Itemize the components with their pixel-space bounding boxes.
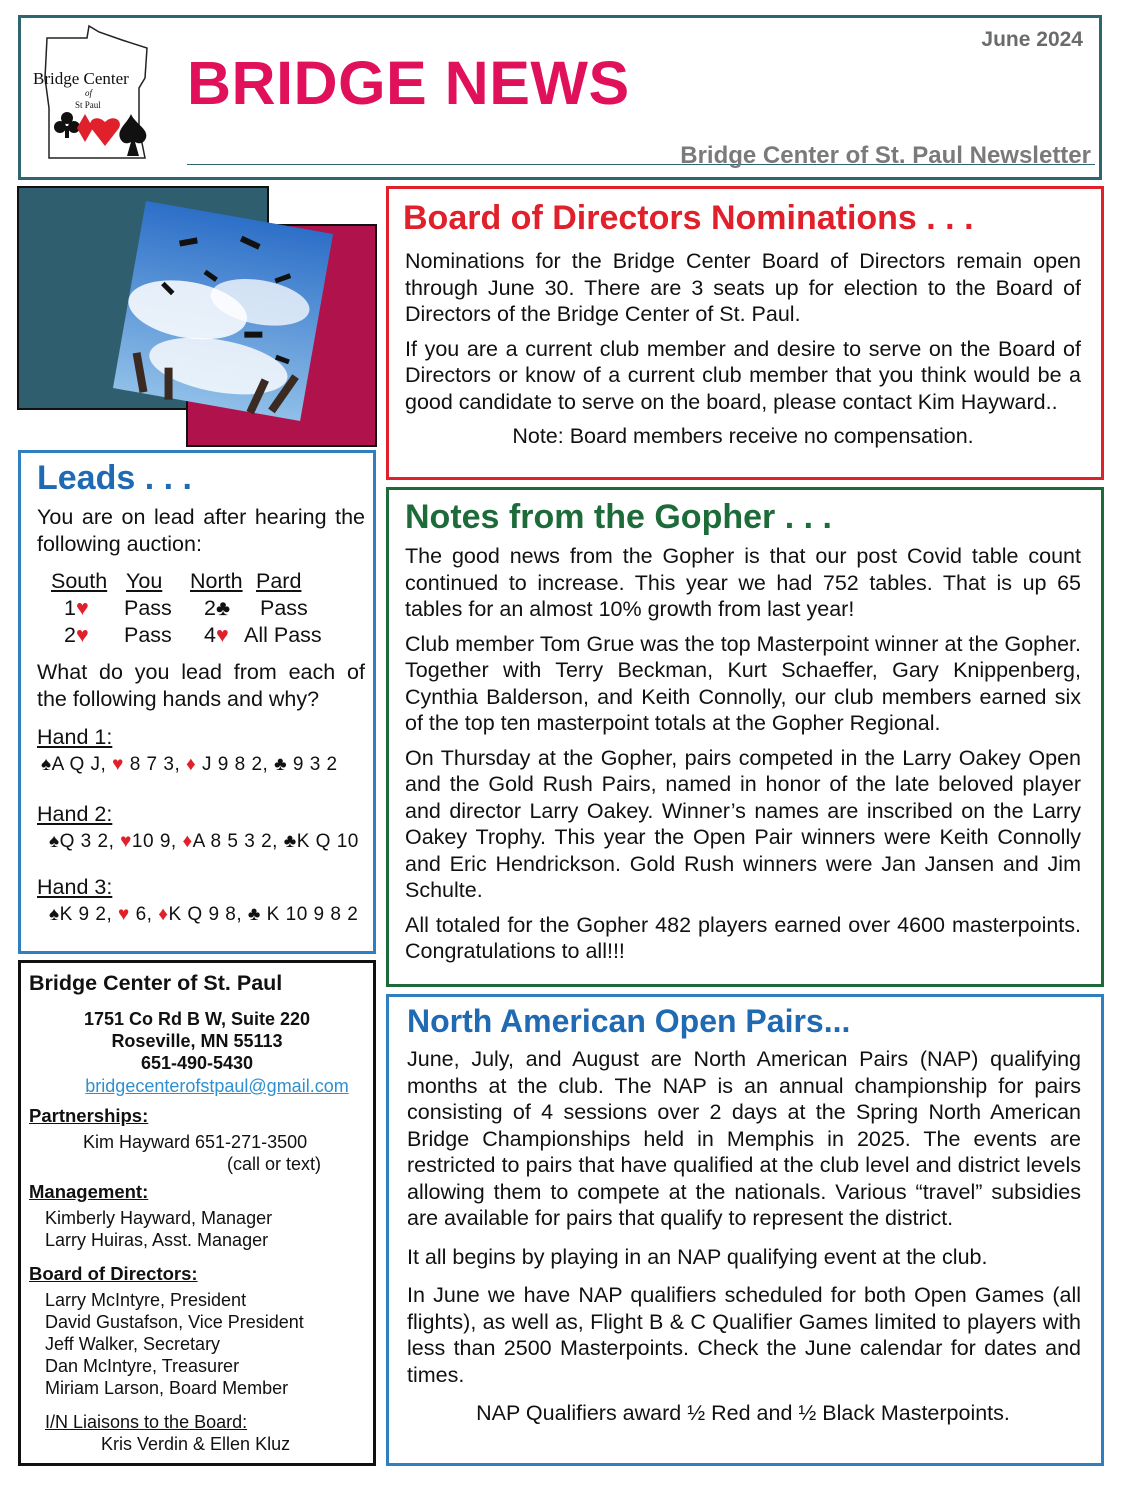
logo-text-1: Bridge Center <box>33 69 129 88</box>
management-member: Larry Huiras, Asst. Manager <box>45 1230 269 1250</box>
club-address-line-1: 1751 Co Rd B W, Suite 220 <box>83 1009 311 1029</box>
auction-bid: Pass <box>124 623 172 647</box>
gopher-paragraph-3: On Thursday at the Gopher, pairs competed in the Larry Oakey Open and the Gold Rush Pairs, named in honor of the late beloved player and director Larry Oakey. Winner’s names are inscribed on the Larry Oakey Trophy. This year the Open Pair winners were Keith Connolly and Eric Hendrickson. Gold Rush winners were Jan Jansen and Jim Schulte. <box>405 745 1081 902</box>
management-member: Kimberly Hayward, Manager <box>45 1208 273 1228</box>
heart-icon: ♥ <box>75 596 89 620</box>
auction-header-you: You <box>126 569 163 593</box>
club-phone: 651-490-5430 <box>140 1053 254 1073</box>
leads-question: What do you lead from each of the following hands and why? <box>37 660 365 711</box>
spade-icon <box>119 114 146 156</box>
nap-paragraph-2: It all begins by playing in an NAP qualifying event at the club. <box>407 1244 988 1269</box>
diamond-icon: ♦ <box>182 831 193 852</box>
board-nominations-section <box>386 186 1104 480</box>
diamond-icon: ♦ <box>158 904 169 925</box>
partnerships-heading: Partnerships: <box>29 1105 149 1126</box>
gopher-paragraph-1: The good news from the Gopher is that our post Covid table count continued to increase. This year we had 752 tables. That is up 65 tables for an almost 10% growth from last year! <box>405 544 1081 621</box>
auction-bid: 1♥ <box>64 596 89 620</box>
board-paragraph-1: Nominations for the Bridge Center Board of Directors remain open through June 30. There are 3 seats up for election to the Board of Directors of the Bridge Center of St. Paul. <box>405 249 1081 326</box>
hand-1-label: Hand 1: <box>37 725 113 749</box>
nap-note: NAP Qualifiers award ½ Red and ½ Black Masterpoints. <box>476 1401 1010 1425</box>
liaisons-names: Kris Verdin & Ellen Kluz <box>101 1434 291 1454</box>
auction-header-south: South <box>51 569 108 593</box>
gopher-notes-section <box>386 487 1104 987</box>
board-member: Miriam Larson, Board Member <box>45 1378 289 1398</box>
gopher-paragraph-2: Club member Tom Grue was the top Masterpoint winner at the Gopher. Together with Terry Beckman, Kurt Schaeffer, Gary Knippenberg, Cynthia Balderson, and Keith Connolly, our club members earned six of the top ten masterpoint totals at the Gopher Regional. <box>405 631 1081 735</box>
hand-2-label: Hand 2: <box>37 802 113 826</box>
board-member: David Gustafson, Vice President <box>45 1312 304 1332</box>
club-icon <box>54 112 80 138</box>
auction-bid: Pass <box>124 596 172 620</box>
leads-intro: You are on lead after hearing the following auction: <box>37 505 365 556</box>
nap-paragraph-1: June, July, and August are North American Pairs (NAP) qualifying months at the club. The NAP is an annual championship for pairs consisting of 4 sessions over 2 days at the Spring North American Bridge Championships held in Memphis in 2025. The events are restricted to pairs that have qualified at the club level and district levels allowing them to compete at the nationals. Various “travel” subsidies are available for pairs that qualify to represent the district. <box>407 1047 1081 1230</box>
club-icon: ♣ <box>247 904 261 925</box>
gopher-heading: Notes from the Gopher . . . <box>405 498 832 536</box>
partnerships-contact: Kim Hayward 651-271-3500 <box>83 1132 308 1152</box>
board-member: Larry McIntyre, President <box>45 1290 247 1310</box>
heart-icon: ♥ <box>118 904 130 925</box>
gopher-paragraph-4: All totaled for the Gopher 482 players earned over 4600 masterpoints. Congratulations to all!!! <box>405 912 1081 963</box>
diamond-icon: ♦ <box>186 754 197 775</box>
auction-bid: 4♥ <box>204 623 229 647</box>
board-nominations-heading: Board of Directors Nominations . . . <box>403 199 974 237</box>
nap-section <box>386 994 1104 1466</box>
leads-section <box>18 450 376 954</box>
graduation-caps-photo <box>108 196 338 426</box>
auction-header-pard: Pard <box>256 569 302 593</box>
newsletter-subtitle: Bridge Center of St. Paul Newsletter <box>680 142 1091 169</box>
board-member: Jeff Walker, Secretary <box>45 1334 221 1354</box>
club-info-title: Bridge Center of St. Paul <box>29 971 283 995</box>
heart-icon: ♥ <box>75 623 89 647</box>
auction-bid: 2♣ <box>204 596 231 620</box>
logo-text-2: of <box>85 88 93 98</box>
hand-3-cards: ♠K 9 2, ♥ 6, ♦K Q 9 8, ♣ K 10 9 8 2 <box>49 904 359 925</box>
hand-2-cards: ♠Q 3 2, ♥10 9, ♦A 8 5 3 2, ♣K Q 10 <box>49 831 359 852</box>
nap-heading: North American Open Pairs... <box>407 1003 851 1039</box>
spade-icon: ♠ <box>41 754 52 775</box>
heart-icon: ♥ <box>112 754 124 775</box>
hand-1-cards: ♠A Q J, ♥ 8 7 3, ♦ J 9 8 2, ♣ 9 3 2 <box>41 754 338 775</box>
liaisons-heading: I/N Liaisons to the Board: <box>45 1412 248 1432</box>
spade-icon: ♠ <box>49 831 60 852</box>
partnerships-note: (call or text) <box>227 1154 322 1174</box>
spade-icon: ♠ <box>49 904 60 925</box>
board-member: Dan McIntyre, Treasurer <box>45 1356 240 1376</box>
heart-icon: ♥ <box>120 831 132 852</box>
masthead <box>18 15 1102 180</box>
board-paragraph-2: If you are a current club member and desire to serve on the Board of Directors or know of a current club member that you think would be a good candidate to serve on the board, please contact Kim Hayward.. <box>405 336 1081 414</box>
auction-row <box>64 595 373 622</box>
diamond-icon <box>77 114 93 142</box>
board-directors-heading: Board of Directors: <box>29 1263 198 1284</box>
issue-date: June 2024 <box>981 28 1083 51</box>
auction-header-north: North <box>190 569 243 593</box>
club-email-link[interactable]: bridgecenterofstpaul@gmail.com <box>85 1076 349 1096</box>
auction-header-row <box>51 568 373 595</box>
auction-bid: 2♥ <box>64 623 89 647</box>
leads-heading: Leads . . . <box>37 459 192 497</box>
heart-icon: ♥ <box>215 623 229 647</box>
hand-3-label: Hand 3: <box>37 875 113 899</box>
auction-row <box>64 622 373 649</box>
auction-bid: Pass <box>260 596 308 620</box>
club-info-section <box>18 960 376 1466</box>
heart-icon <box>90 118 120 146</box>
club-icon: ♣ <box>274 754 288 775</box>
bridge-center-logo <box>27 18 167 168</box>
logo-text-3: St Paul <box>75 100 101 110</box>
management-heading: Management: <box>29 1181 149 1202</box>
club-icon: ♣ <box>283 831 297 852</box>
club-address-line-2: Roseville, MN 55113 <box>111 1031 283 1051</box>
club-icon: ♣ <box>215 596 231 620</box>
board-note: Note: Board members receive no compensation. <box>512 424 974 448</box>
auction-bid: All Pass <box>244 623 322 647</box>
auction-table <box>51 568 373 649</box>
nap-paragraph-3: In June we have NAP qualifiers scheduled for both Open Games (all flights), as well as, Flight B & C Qualifier Games limited to players with less than 2500 Masterpoints. Check the June calendar for dates and times. <box>407 1283 1081 1387</box>
newsletter-title: BRIDGE NEWS <box>187 49 630 117</box>
